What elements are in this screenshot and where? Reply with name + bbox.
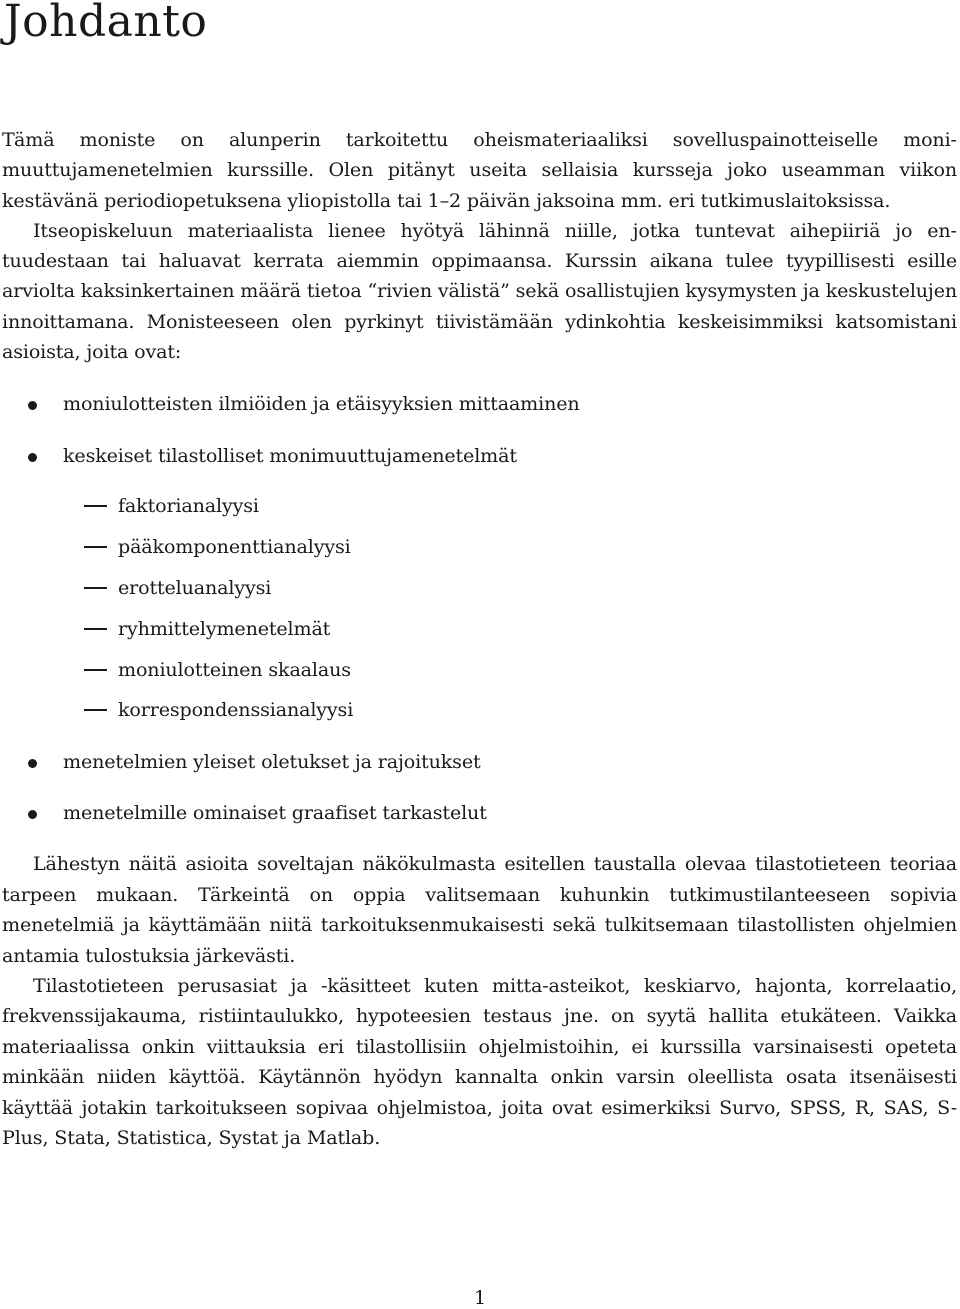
- chapter-body: [2, 125, 957, 1153]
- list-item-text: moniulotteisten ilmiöiden ja etäisyyksien mittaaminen: [63, 392, 580, 416]
- dash-icon: [84, 709, 107, 711]
- list-item: [2, 747, 957, 777]
- list-item: [2, 389, 957, 419]
- sublist-item: [54, 614, 957, 644]
- bullet-icon: [28, 759, 37, 768]
- sublist-item: [54, 695, 957, 725]
- chapter-title: Johdanto: [4, 0, 208, 47]
- topic-list: [2, 389, 957, 828]
- dash-icon: [84, 505, 107, 507]
- sublist-item-text: ryhmittelymenetelmät: [118, 616, 331, 640]
- sublist-item-text: faktorianalyysi: [118, 493, 259, 517]
- paragraph-intro: Tämä moniste on alunperin tarkoitettu oheismateriaaliksi sovelluspainotteiselle monimuuttujamenetelmien kurssille. Olen pitänyt useita sellaisia kursseja joko useamman viikon kestävänä periodiopetuksena yliopistolla tai 1–2 päivän jaksoina mm. eri tutkimuslaitoksissa.: [2, 128, 957, 212]
- sublist-item-text: moniulotteinen skaalaus: [118, 657, 351, 681]
- bullet-icon: [28, 810, 37, 819]
- list-item-text: keskeiset tilastolliset monimuuttujamenetelmät: [63, 443, 517, 467]
- paragraph-approach: Lähestyn näitä asioita soveltajan näkökulmasta esitellen taustalla olevaa tilastotieteen teoriaa tarpeen mukaan. Tärkeintä on oppia valitsemaan kuhunkin tutkimustilanteeseen sopivia menetelmiä ja käyttämään niitä tarkoituksenmukaisesti sekä tulkitsemaan tilastollisten ohjelmien antamia tulostuksia järkevästi.: [2, 852, 957, 967]
- sublist-item: [54, 655, 957, 685]
- dash-icon: [84, 546, 107, 548]
- bullet-icon: [28, 453, 37, 462]
- sublist-item: [54, 532, 957, 562]
- sublist-item: [54, 573, 957, 603]
- dash-icon: [84, 669, 107, 671]
- list-item: [2, 798, 957, 828]
- paragraph-self-study: Itseopiskeluun materiaalista lienee hyötyä lähinnä niille, jotka tuntevat aihepiiriä jo entuudestaan tai haluavat kerrata aiemmin oppimaansa. Kurssin aikana tulee tyypillisesti esille arviolta kaksinkertainen määrä tietoa “rivien välistä” sekä osallistujien kysymysten ja keskustelujen innoittamana. Monisteeseen olen pyrkinyt tiivistämään ydinkohtia keskeisimmiksi katsomistani asioista, joita ovat:: [2, 218, 957, 364]
- sublist-item-text: pääkomponenttianalyysi: [118, 534, 351, 558]
- dash-icon: [84, 628, 107, 630]
- list-item: [2, 441, 957, 726]
- sublist-item-text: korrespondenssianalyysi: [118, 698, 354, 722]
- list-item-text: menetelmille ominaiset graafiset tarkastelut: [63, 801, 487, 825]
- paragraph-prerequisites: Tilastotieteen perusasiat ja -käsitteet kuten mitta-asteikot, keskiarvo, hajonta, korrelaatio, frekvenssijakauma, ristiintaulukko, hypoteesien testaus jne. on syytä hallita etukäteen. Vaikka materiaalissa onkin viittauksia eri tilastollisiin ohjelmistoihin, ei kurssilla varsinaisesti opeteta minkään niiden käyttöä. Käytännön hyödyn kannalta onkin varsin oleellista osata itsenäisesti käyttää jotakin tarkoitukseen sopivaa ohjelmistoa, joita ovat esimerkiksi Survo, SPSS, R, SAS, S-Plus, Stata, Statistica, Systat ja Matlab.: [2, 973, 957, 1149]
- page-number: 1: [473, 1287, 487, 1309]
- list-item-text: menetelmien yleiset oletukset ja rajoitukset: [63, 749, 481, 773]
- dash-icon: [84, 587, 107, 589]
- sublist-item-text: erotteluanalyysi: [118, 575, 272, 599]
- method-sublist: [54, 491, 957, 726]
- bullet-icon: [28, 401, 37, 410]
- sublist-item: [54, 491, 957, 521]
